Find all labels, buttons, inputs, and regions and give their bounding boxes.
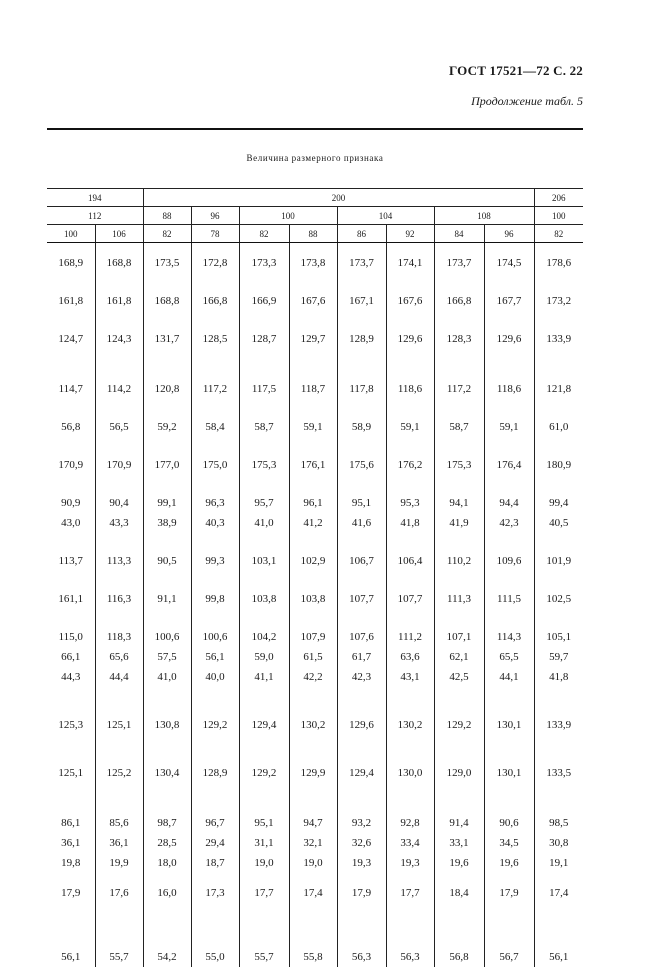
table-cell: 96,1 <box>289 475 337 513</box>
table-cell: 55,7 <box>95 903 143 967</box>
table-cell: 128,5 <box>191 311 239 349</box>
table-row <box>47 437 583 475</box>
table-cell: 161,1 <box>47 571 95 609</box>
table-cell: 113,3 <box>95 533 143 571</box>
table-cell: 125,3 <box>47 687 95 735</box>
table-cell: 17,9 <box>337 873 386 903</box>
table-cell: 86,1 <box>47 783 95 833</box>
table-cell: 62,1 <box>434 647 484 667</box>
table-cell: 43,0 <box>47 513 95 533</box>
table-cell: 117,2 <box>434 349 484 399</box>
header-cell: 100 <box>239 207 337 225</box>
table-cell: 161,8 <box>95 273 143 311</box>
table-cell: 19,0 <box>289 853 337 873</box>
table-cell: 55,7 <box>239 903 289 967</box>
table-cell: 111,5 <box>484 571 534 609</box>
table-cell: 92,8 <box>386 783 434 833</box>
table-row <box>47 533 583 571</box>
header-cell: 84 <box>434 225 484 243</box>
table-cell: 17,4 <box>289 873 337 903</box>
table-cell: 56,1 <box>47 903 95 967</box>
table-row <box>47 873 583 903</box>
table-cell: 41,2 <box>289 513 337 533</box>
header-cell: 206 <box>534 189 583 207</box>
table-cell: 130,2 <box>289 687 337 735</box>
table-cell: 95,1 <box>239 783 289 833</box>
table-cell: 133,5 <box>534 735 583 783</box>
table-cell: 41,0 <box>239 513 289 533</box>
table-cell: 167,1 <box>337 273 386 311</box>
table-cell: 43,1 <box>386 667 434 687</box>
table-row <box>47 273 583 311</box>
table-cell: 177,0 <box>143 437 191 475</box>
table-cell: 17,7 <box>386 873 434 903</box>
table-cell: 95,7 <box>239 475 289 513</box>
table-cell: 40,0 <box>191 667 239 687</box>
table-cell: 59,2 <box>143 399 191 437</box>
table-cell: 115,0 <box>47 609 95 647</box>
table-cell: 42,3 <box>484 513 534 533</box>
table-cell: 90,9 <box>47 475 95 513</box>
table-cell: 17,6 <box>95 873 143 903</box>
table-cell: 128,7 <box>239 311 289 349</box>
table-cell: 125,1 <box>47 735 95 783</box>
table-cell: 98,7 <box>143 783 191 833</box>
table-cell: 56,5 <box>95 399 143 437</box>
table-cell: 58,7 <box>239 399 289 437</box>
table-row <box>47 903 583 967</box>
table-cell: 125,1 <box>95 687 143 735</box>
table-cell: 58,4 <box>191 399 239 437</box>
table-cell: 125,2 <box>95 735 143 783</box>
table-cell: 170,9 <box>95 437 143 475</box>
table-cell: 16,0 <box>143 873 191 903</box>
table-cell: 59,7 <box>534 647 583 667</box>
header-row-chest <box>47 207 583 225</box>
table-cell: 129,4 <box>239 687 289 735</box>
table-cell: 61,5 <box>289 647 337 667</box>
table-cell: 114,7 <box>47 349 95 399</box>
table-cell: 121,8 <box>534 349 583 399</box>
table-cell: 118,7 <box>289 349 337 399</box>
table-cell: 56,1 <box>191 647 239 667</box>
table-cell: 174,1 <box>386 243 434 274</box>
table-cell: 19,3 <box>386 853 434 873</box>
table-row <box>47 311 583 349</box>
table-cell: 41,9 <box>434 513 484 533</box>
table-cell: 166,8 <box>434 273 484 311</box>
table-cell: 17,9 <box>47 873 95 903</box>
table-cell: 59,1 <box>484 399 534 437</box>
top-rule <box>47 128 583 130</box>
table-cell: 129,2 <box>239 735 289 783</box>
table-cell: 175,3 <box>434 437 484 475</box>
table-cell: 130,8 <box>143 687 191 735</box>
table-cell: 173,7 <box>337 243 386 274</box>
table-cell: 173,2 <box>534 273 583 311</box>
table-cell: 28,5 <box>143 833 191 853</box>
table-cell: 167,6 <box>289 273 337 311</box>
table-cell: 176,2 <box>386 437 434 475</box>
table-row <box>47 243 583 274</box>
table-cell: 118,3 <box>95 609 143 647</box>
table-cell: 105,1 <box>534 609 583 647</box>
table-row <box>47 609 583 647</box>
table-cell: 102,5 <box>534 571 583 609</box>
table-cell: 129,0 <box>434 735 484 783</box>
table-cell: 94,7 <box>289 783 337 833</box>
header-cell: 88 <box>289 225 337 243</box>
table-cell: 111,3 <box>434 571 484 609</box>
table-cell: 110,2 <box>434 533 484 571</box>
table-cell: 18,4 <box>434 873 484 903</box>
table-cell: 43,3 <box>95 513 143 533</box>
table-cell: 61,7 <box>337 647 386 667</box>
table-cell: 90,4 <box>95 475 143 513</box>
table-cell: 100,6 <box>143 609 191 647</box>
table-cell: 161,8 <box>47 273 95 311</box>
table-cell: 129,4 <box>337 735 386 783</box>
table-cell: 56,1 <box>534 903 583 967</box>
table-cell: 40,5 <box>534 513 583 533</box>
measurements-table <box>47 188 583 967</box>
table-cell: 167,7 <box>484 273 534 311</box>
table-cell: 65,5 <box>484 647 534 667</box>
table-cell: 114,3 <box>484 609 534 647</box>
table-cell: 41,0 <box>143 667 191 687</box>
table-cell: 19,6 <box>484 853 534 873</box>
table-cell: 56,3 <box>337 903 386 967</box>
table-cell: 176,4 <box>484 437 534 475</box>
table-row <box>47 399 583 437</box>
table-row <box>47 513 583 533</box>
header-row-waist <box>47 225 583 243</box>
table-cell: 111,2 <box>386 609 434 647</box>
table-cell: 95,1 <box>337 475 386 513</box>
table-row <box>47 687 583 735</box>
table-cell: 36,1 <box>47 833 95 853</box>
table-cell: 32,6 <box>337 833 386 853</box>
table-cell: 18,7 <box>191 853 239 873</box>
table-cell: 98,5 <box>534 783 583 833</box>
table-cell: 102,9 <box>289 533 337 571</box>
header-row-height <box>47 189 583 207</box>
header-cell: 88 <box>143 207 191 225</box>
table-cell: 129,6 <box>337 687 386 735</box>
table-cell: 101,9 <box>534 533 583 571</box>
table-cell: 130,2 <box>386 687 434 735</box>
table-cell: 104,2 <box>239 609 289 647</box>
table-cell: 55,0 <box>191 903 239 967</box>
table-cell: 175,6 <box>337 437 386 475</box>
table-row <box>47 475 583 513</box>
table-cell: 17,4 <box>534 873 583 903</box>
table-cell: 96,7 <box>191 783 239 833</box>
table-cell: 107,1 <box>434 609 484 647</box>
table-cell: 118,6 <box>484 349 534 399</box>
table-row <box>47 349 583 399</box>
table-cell: 31,1 <box>239 833 289 853</box>
table-cell: 167,6 <box>386 273 434 311</box>
table-cell: 42,2 <box>289 667 337 687</box>
table-cell: 174,5 <box>484 243 534 274</box>
table-row <box>47 833 583 853</box>
table-row <box>47 571 583 609</box>
table-cell: 173,5 <box>143 243 191 274</box>
table-cell: 94,1 <box>434 475 484 513</box>
table-cell: 19,1 <box>534 853 583 873</box>
table-cell: 99,1 <box>143 475 191 513</box>
table-cell: 59,0 <box>239 647 289 667</box>
table-cell: 65,6 <box>95 647 143 667</box>
header-cell: 106 <box>95 225 143 243</box>
table-cell: 128,3 <box>434 311 484 349</box>
table-cell: 172,8 <box>191 243 239 274</box>
table-cell: 99,4 <box>534 475 583 513</box>
table-cell: 41,6 <box>337 513 386 533</box>
table-cell: 66,1 <box>47 647 95 667</box>
table-cell: 41,8 <box>534 667 583 687</box>
table-cell: 30,8 <box>534 833 583 853</box>
table-row <box>47 853 583 873</box>
table-cell: 168,8 <box>95 243 143 274</box>
header-cell: 96 <box>191 207 239 225</box>
table-cell: 103,8 <box>289 571 337 609</box>
table-cell: 44,4 <box>95 667 143 687</box>
table-caption: Величина размерного признака <box>47 153 583 163</box>
table-cell: 103,1 <box>239 533 289 571</box>
table-cell: 107,6 <box>337 609 386 647</box>
table-cell: 42,5 <box>434 667 484 687</box>
table-cell: 17,3 <box>191 873 239 903</box>
table-cell: 29,4 <box>191 833 239 853</box>
table-cell: 130,4 <box>143 735 191 783</box>
table-cell: 99,8 <box>191 571 239 609</box>
table-cell: 19,9 <box>95 853 143 873</box>
table-cell: 103,8 <box>239 571 289 609</box>
header-cell: 194 <box>47 189 143 207</box>
table-cell: 116,3 <box>95 571 143 609</box>
table-cell: 106,4 <box>386 533 434 571</box>
table-cell: 175,0 <box>191 437 239 475</box>
table-cell: 106,7 <box>337 533 386 571</box>
table-cell: 173,3 <box>239 243 289 274</box>
table-cell: 131,7 <box>143 311 191 349</box>
table-cell: 130,1 <box>484 735 534 783</box>
table-cell: 124,7 <box>47 311 95 349</box>
table-cell: 175,3 <box>239 437 289 475</box>
header-cell: 92 <box>386 225 434 243</box>
header-cell: 100 <box>47 225 95 243</box>
table-row <box>47 783 583 833</box>
table-cell: 133,9 <box>534 311 583 349</box>
table-row <box>47 735 583 783</box>
header-cell: 96 <box>484 225 534 243</box>
table-cell: 99,3 <box>191 533 239 571</box>
table-cell: 41,8 <box>386 513 434 533</box>
table-cell: 56,8 <box>47 399 95 437</box>
table-cell: 36,1 <box>95 833 143 853</box>
table-cell: 168,8 <box>143 273 191 311</box>
table-cell: 85,6 <box>95 783 143 833</box>
table-cell: 117,8 <box>337 349 386 399</box>
table-cell: 130,1 <box>484 687 534 735</box>
table-cell: 18,0 <box>143 853 191 873</box>
table-cell: 109,6 <box>484 533 534 571</box>
table-cell: 61,0 <box>534 399 583 437</box>
table-cell: 59,1 <box>289 399 337 437</box>
table-cell: 180,9 <box>534 437 583 475</box>
table-cell: 56,8 <box>434 903 484 967</box>
table-cell: 114,2 <box>95 349 143 399</box>
table-cell: 93,2 <box>337 783 386 833</box>
table-continuation-label: Продолжение табл. 5 <box>471 94 583 109</box>
table-cell: 129,6 <box>386 311 434 349</box>
table-cell: 176,1 <box>289 437 337 475</box>
table-cell: 129,6 <box>484 311 534 349</box>
table-cell: 120,8 <box>143 349 191 399</box>
table-cell: 44,1 <box>484 667 534 687</box>
table-cell: 107,7 <box>337 571 386 609</box>
table-cell: 168,9 <box>47 243 95 274</box>
table-cell: 117,5 <box>239 349 289 399</box>
header-cell: 78 <box>191 225 239 243</box>
table-cell: 42,3 <box>337 667 386 687</box>
table-cell: 129,7 <box>289 311 337 349</box>
table-cell: 94,4 <box>484 475 534 513</box>
table-cell: 107,7 <box>386 571 434 609</box>
header-cell: 100 <box>534 207 583 225</box>
table-cell: 56,7 <box>484 903 534 967</box>
table-cell: 166,9 <box>239 273 289 311</box>
table-cell: 19,8 <box>47 853 95 873</box>
table-cell: 170,9 <box>47 437 95 475</box>
table-cell: 91,1 <box>143 571 191 609</box>
header-cell: 82 <box>239 225 289 243</box>
table-row <box>47 647 583 667</box>
table-cell: 128,9 <box>191 735 239 783</box>
table-cell: 129,2 <box>434 687 484 735</box>
table-cell: 19,6 <box>434 853 484 873</box>
header-cell: 86 <box>337 225 386 243</box>
table-cell: 129,9 <box>289 735 337 783</box>
table-cell: 55,8 <box>289 903 337 967</box>
table-cell: 33,4 <box>386 833 434 853</box>
table-cell: 166,8 <box>191 273 239 311</box>
table-cell: 44,3 <box>47 667 95 687</box>
table-cell: 173,7 <box>434 243 484 274</box>
table-cell: 107,9 <box>289 609 337 647</box>
table-cell: 57,5 <box>143 647 191 667</box>
table-cell: 32,1 <box>289 833 337 853</box>
table-cell: 91,4 <box>434 783 484 833</box>
table-cell: 19,3 <box>337 853 386 873</box>
table-cell: 58,9 <box>337 399 386 437</box>
document-title: ГОСТ 17521—72 С. 22 <box>449 63 583 79</box>
header-cell: 200 <box>143 189 534 207</box>
table-cell: 63,6 <box>386 647 434 667</box>
table-cell: 41,1 <box>239 667 289 687</box>
table-cell: 128,9 <box>337 311 386 349</box>
table-cell: 34,5 <box>484 833 534 853</box>
table-cell: 124,3 <box>95 311 143 349</box>
table-cell: 38,9 <box>143 513 191 533</box>
table-cell: 133,9 <box>534 687 583 735</box>
table-cell: 173,8 <box>289 243 337 274</box>
table-cell: 17,7 <box>239 873 289 903</box>
header-cell: 104 <box>337 207 434 225</box>
table-cell: 58,7 <box>434 399 484 437</box>
table-cell: 19,0 <box>239 853 289 873</box>
table-cell: 95,3 <box>386 475 434 513</box>
header-cell: 108 <box>434 207 534 225</box>
table-cell: 90,6 <box>484 783 534 833</box>
header-cell: 82 <box>534 225 583 243</box>
table-cell: 130,0 <box>386 735 434 783</box>
table-cell: 113,7 <box>47 533 95 571</box>
table-cell: 178,6 <box>534 243 583 274</box>
table-cell: 33,1 <box>434 833 484 853</box>
table-cell: 100,6 <box>191 609 239 647</box>
table-cell: 59,1 <box>386 399 434 437</box>
table-cell: 118,6 <box>386 349 434 399</box>
table-cell: 129,2 <box>191 687 239 735</box>
table-cell: 117,2 <box>191 349 239 399</box>
table-cell: 90,5 <box>143 533 191 571</box>
header-cell: 112 <box>47 207 143 225</box>
table-cell: 40,3 <box>191 513 239 533</box>
header-cell: 82 <box>143 225 191 243</box>
table-cell: 54,2 <box>143 903 191 967</box>
table-cell: 56,3 <box>386 903 434 967</box>
table-row <box>47 667 583 687</box>
table-cell: 96,3 <box>191 475 239 513</box>
table-body <box>47 243 583 967</box>
table-cell: 17,9 <box>484 873 534 903</box>
